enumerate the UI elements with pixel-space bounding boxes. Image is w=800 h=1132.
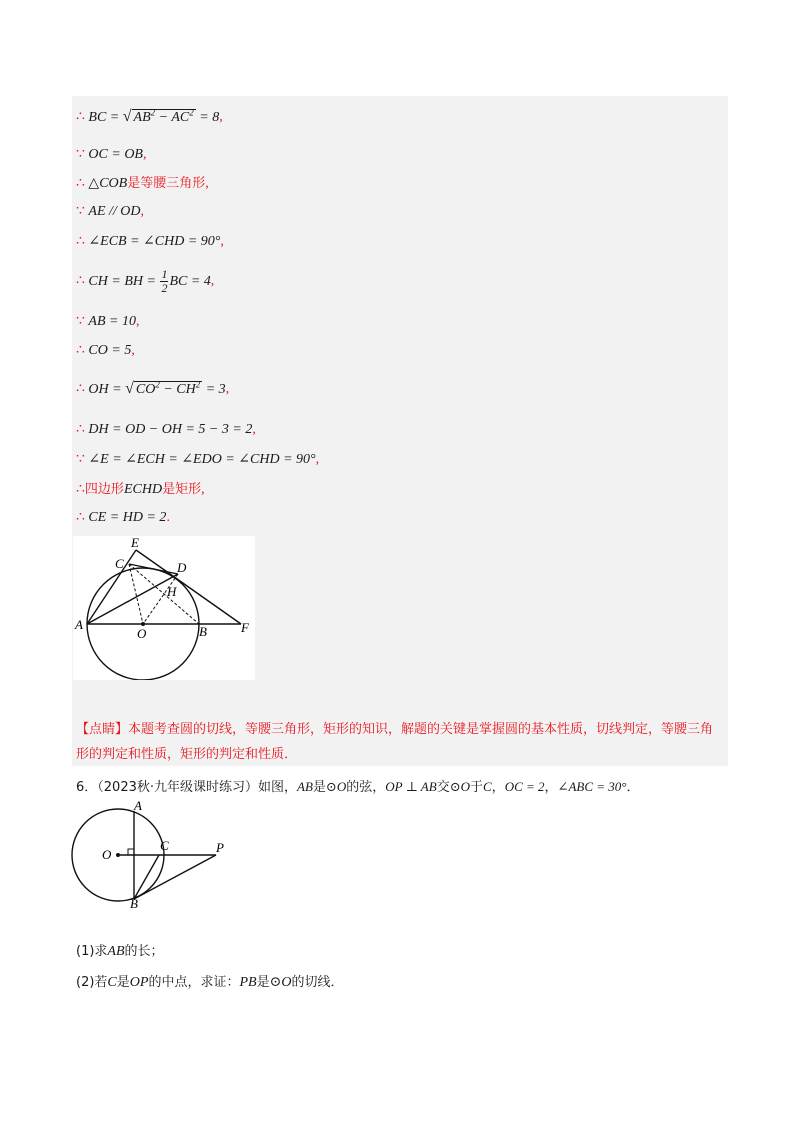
label-H: H — [167, 584, 177, 599]
label-B: B — [130, 896, 138, 910]
math-expression: CH = BH = $\frac{1}{2}$ BC = 4 — [88, 267, 211, 295]
key-point-note: 【点睛】本题考查圆的切线，等腰三角形，矩形的知识，解题的关键是掌握圆的基本性质，切线判定，等腰三角形的判定和性质，矩形的判定和性质． — [76, 722, 714, 762]
solution-line-6: ∴ CH = BH = $\frac{1}{2}$ BC = 4, — [76, 267, 215, 295]
label-O: O — [137, 626, 147, 641]
label-B: B — [199, 624, 207, 639]
geometry-figure-2 — [68, 798, 238, 910]
solution-line-9: ∴ OH = √ $CO^2 - CH^2 = 3$, — [76, 379, 230, 397]
solution-line-1: ∴ BC = √ $AB^2 - AC^2 = 8$, — [76, 107, 223, 125]
solution-line-8: ∴ CO = 5, — [76, 343, 135, 358]
label-F: F — [241, 620, 249, 635]
solution-line-4: ∵ AE // OD, — [76, 204, 145, 219]
label-A: A — [134, 798, 142, 813]
label-D: D — [177, 560, 187, 575]
solution-line-3: ∴ △COB是等腰三角形, — [76, 176, 209, 191]
label-E: E — [131, 536, 139, 550]
question-6-stem: 6．（2023秋·九年级课时练习）如图，AB是⊙O的弦，OP ⊥ AB交⊙O于C，OC = 2，∠ABC = 30°． — [76, 779, 640, 795]
solution-line-10: ∴ DH = OD − OH = 5 − 3 = 2, — [76, 422, 256, 437]
label-C: C — [115, 556, 124, 571]
sub-question-2: (2)若C是OP的中点，求证：PB是⊙O的切线． — [76, 975, 344, 990]
solution-line-12: ∴四边形ECHD是矩形, — [76, 482, 205, 497]
math-expression: BC = √ $AB^2 - AC^2 = 8$ — [88, 107, 220, 125]
label-P: P — [216, 840, 224, 855]
label-A: A — [75, 617, 83, 632]
math-expression: OH = √ $CO^2 - CH^2 = 3$ — [88, 379, 226, 397]
geometry-figure-1 — [73, 536, 255, 680]
solution-line-11: ∵ ∠E = ∠ECH = ∠EDO = ∠CHD = 90°, — [76, 452, 320, 467]
solution-line-5: ∴ ∠ECB = ∠CHD = 90°, — [76, 234, 224, 249]
solution-line-7: ∵ AB = 10, — [76, 314, 140, 329]
label-C: C — [160, 838, 169, 853]
solution-line-2: ∵ OC = OB, — [76, 147, 147, 162]
label-O: O — [102, 847, 112, 862]
sub-question-1: (1)求AB的长； — [76, 944, 164, 959]
solution-line-13: ∴ CE = HD = 2. — [76, 510, 170, 525]
